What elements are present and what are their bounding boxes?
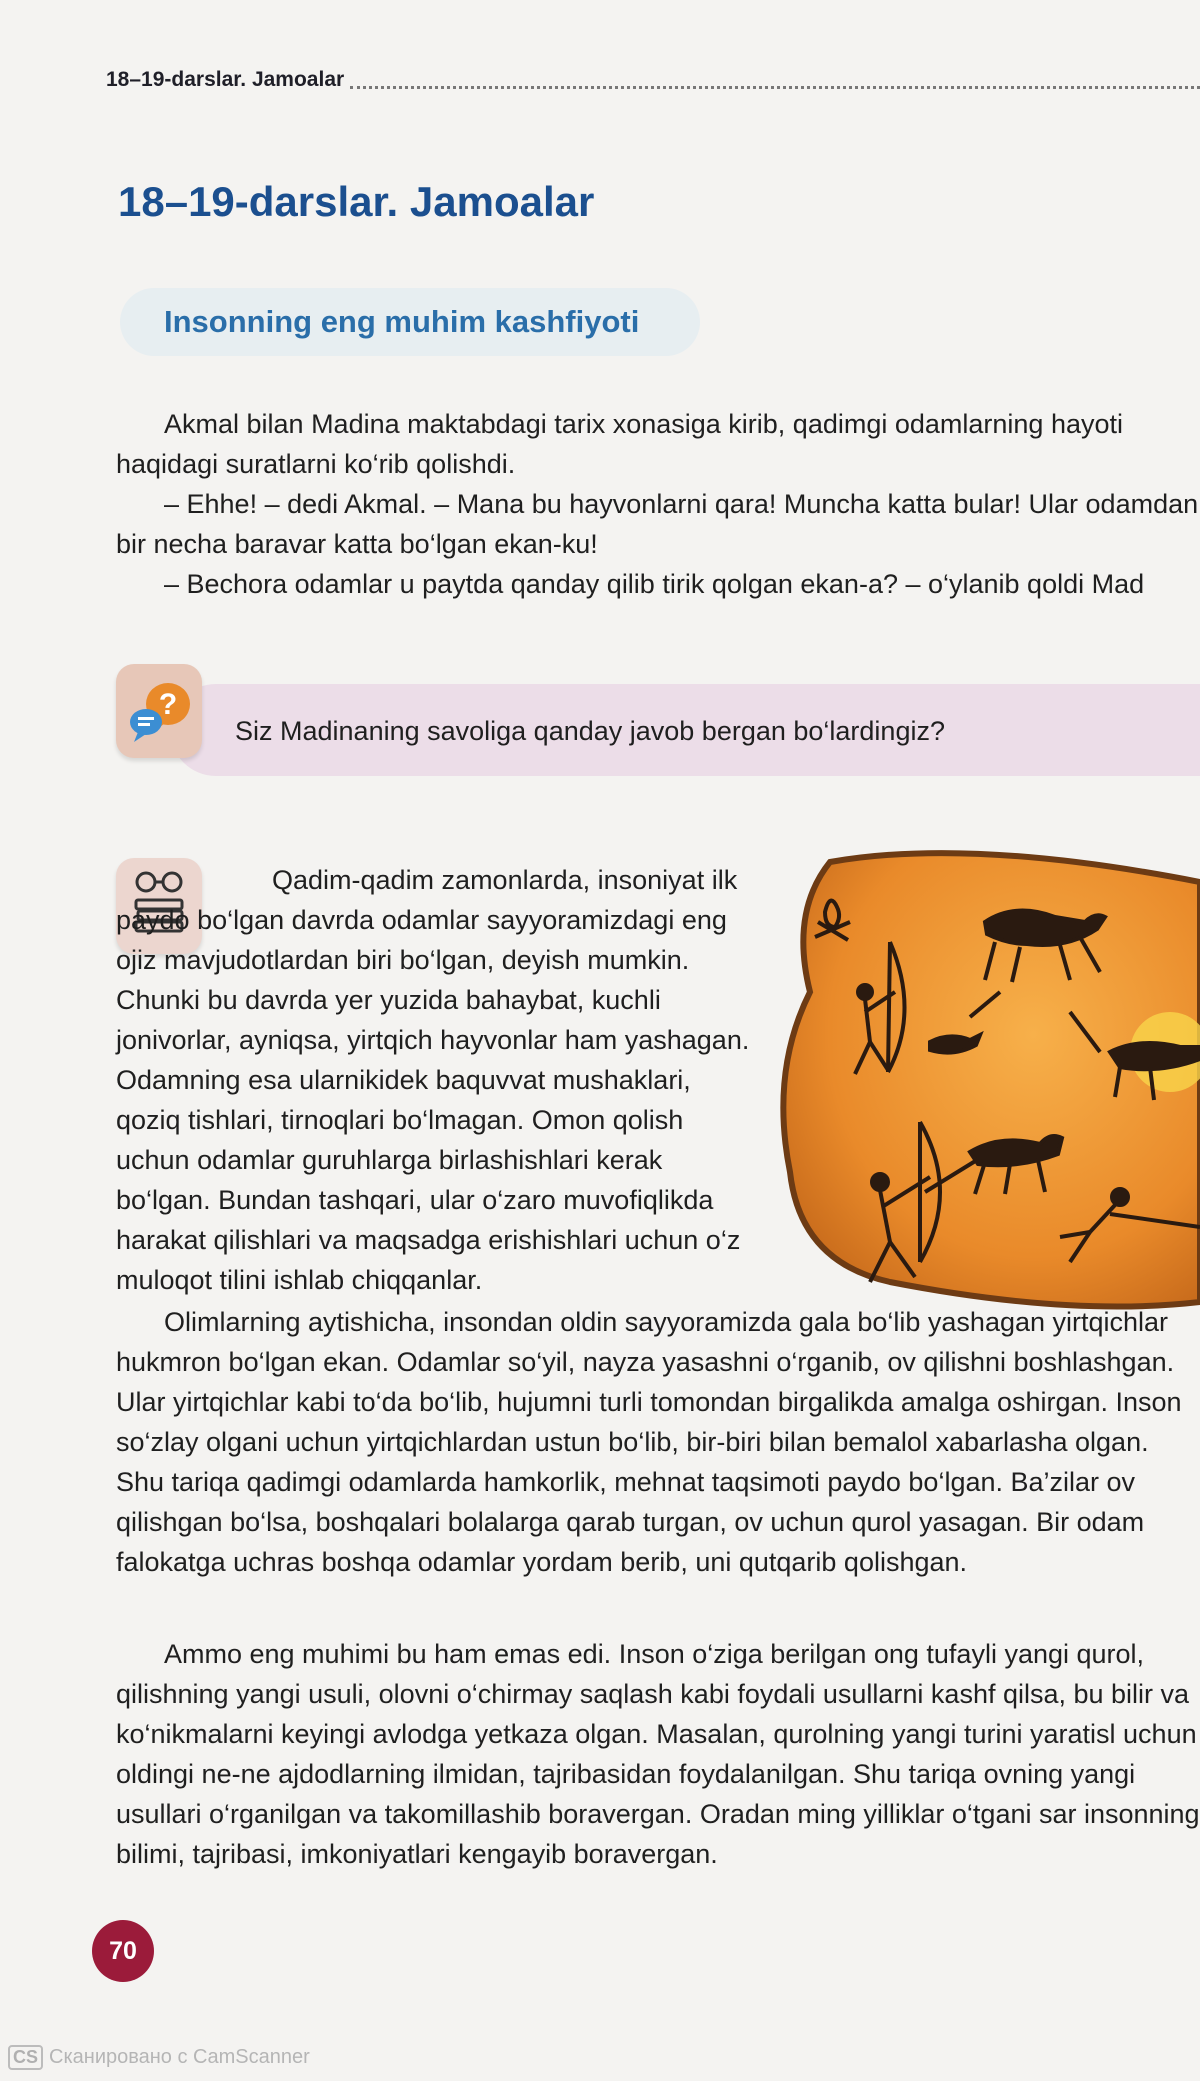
cave-painting-illustration [770,842,1200,1314]
page-title: 18–19-darslar. Jamoalar [118,178,595,225]
camscanner-badge: CS [8,2045,43,2070]
question-text: Siz Madinaning savoliga qanday javob bergan bo‘lardingiz? [235,716,945,746]
page-number: 70 [92,1920,154,1982]
running-header [106,68,1200,92]
reading-paragraph-2: Olimlarning aytishicha, insondan oldin sayyoramizda gala bo‘lib yashagan yirtqichlar hukmron bo‘lgan ekan. Odamlar so‘yil, nayza yasashni o‘rganib, ov qilishni boshlashgan. Ular yirtqichlar kabi to‘da bo‘lib, hujumni turli tomondan birgalikda amalga oshirgan. Inson so‘zlay olgani uchun yirtqichlardan ustun bo‘lib, bir-biri bilan bemalol xabarlasha olgan. Shu tariqa qadimgi odamlarda hamkorlik, mehnat taqsimoti paydo bo‘lgan. Ba’zilar ov qilishgan bo‘lsa, boshqalari bolalarga qarab turgan, ov uchun qurol yasagan. Bir odam falokatga uchras boshqa odamlar yordam berib, uni qutqarib qolishgan. [116,1307,1182,1577]
svg-text:?: ? [158,688,178,721]
section-heading-pill [120,288,700,356]
header-dotted-leader [350,72,1200,89]
scanner-watermark [8,2045,310,2070]
section-heading: Insonning eng muhim kashfiyoti [164,304,640,339]
question-bubble-icon [116,664,202,758]
intro-line-3: – Bechora odamlar u paytda qanday qilib tirik qolgan ekan-a? – o‘ylanib qoldi Mad [164,569,1145,599]
reading-paragraph-3: Ammo eng muhimi bu ham emas edi. Inson o‘ziga berilgan ong tufayli yangi qurol, qilishning yangi usuli, olovni o‘chirmay saqlash kabi foydali usullarni kashf qilsa, bu bilir va ko‘nikmalarni keyingi avlodga yetkaza olgan. Masalan, qurolning yangi turini yaratisl uchun oldingi ne-ne ajdodlarning ilmidan, tajribasidan foydalanilgan. Shu tariqa ovning yangi usullari o‘rganilgan va takomillashib boravergan. Oradan ming yilliklar o‘tgani sar insonning bilimi, tajribasi, imkoniyatlari kengayib boravergan. [116,1639,1200,1869]
reading-paragraph-1: Qadim-qadim zamonlarda, insoniyat ilk paydo bo‘lgan davrda odamlar sayyoramizdagi eng ojiz mavjudotlardan biri bo‘lgan, deyish mumkin. Chunki bu davrda yer yuzida bahaybat, kuchli jonivorlar, ayniqsa, yirtqich hayvonlar ham yashagan. Odamning esa ularnikidek baquvvat mushaklari, qoziq tishlari, tirnoqlari bo‘lmagan. Omon qolish uchun odamlar guruhlarga birlashishlari kerak bo‘lgan. Bundan tashqari, ular o‘zaro muvofiqlikda harakat qilishlari va maqsadga erishishlari uchun o‘z muloqot tilini ishlab chiqqanlar. [116,865,750,1295]
intro-line-2: – Ehhe! – dedi Akmal. – Mana bu hayvonlarni qara! Muncha katta bular! Ular odamdan bir necha baravar katta bo‘lgan ekan-ku! [116,489,1199,559]
intro-line-1: Akmal bilan Madina maktabdagi tarix xonasiga kirib, qadimgi odamlarning hayoti haqidagi suratlarni ko‘rib qolishdi. [116,409,1124,479]
intro-dialogue [116,404,1200,604]
running-header-title: 18–19-darslar. Jamoalar [106,68,345,91]
watermark-text: Сканировано с CamScanner [49,2046,310,2068]
